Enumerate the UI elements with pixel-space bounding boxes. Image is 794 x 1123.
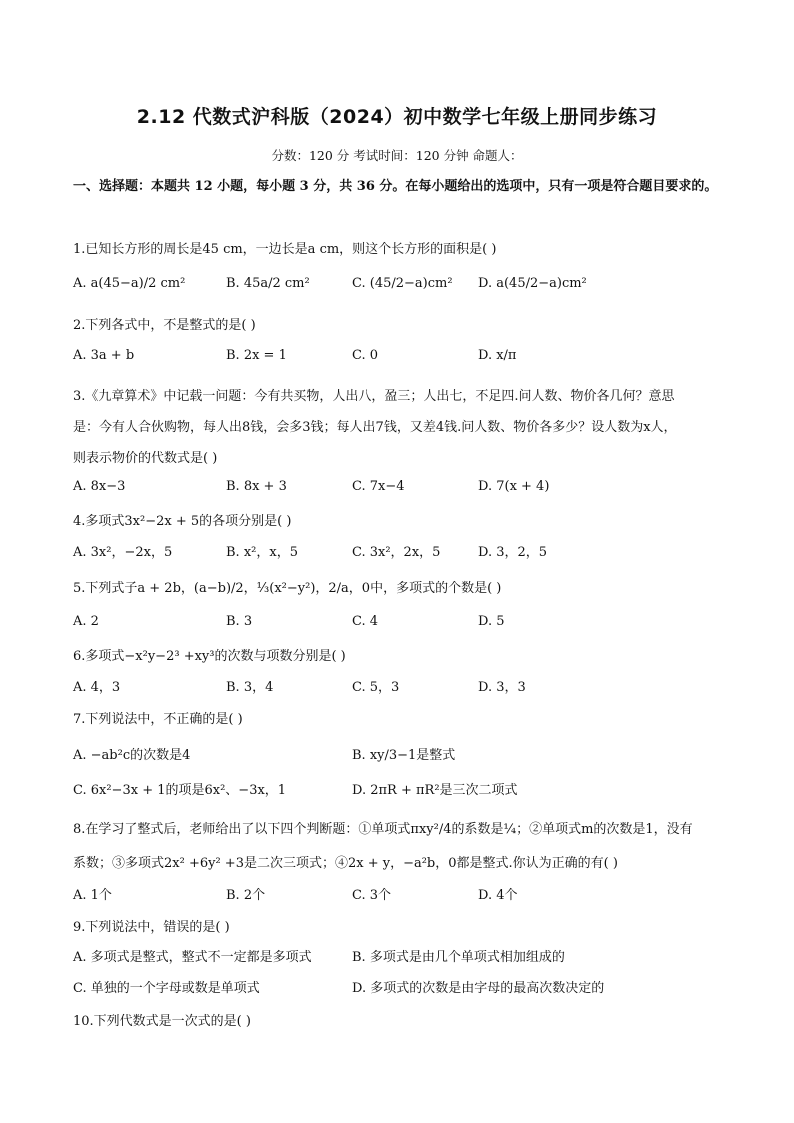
page-title: 2.12 代数式沪科版（2024）初中数学七年级上册同步练习 xyxy=(136,106,658,128)
question-9-option-a[interactable]: A. 多项式是整式，整式不一定都是多项式 xyxy=(73,950,312,965)
question-6-option-a[interactable]: A. 4，3 xyxy=(73,680,121,695)
question-7-option-d[interactable]: D. 2πR + πR²是三次二项式 xyxy=(352,783,518,798)
question-1-option-d[interactable]: D. a(45/2−a)cm² xyxy=(478,276,587,291)
question-8-option-a[interactable]: A. 1个 xyxy=(73,888,112,903)
question-9-option-c[interactable]: C. 单独的一个字母或数是单项式 xyxy=(73,981,260,996)
question-2-option-a[interactable]: A. 3a + b xyxy=(73,348,135,363)
question-1-option-c[interactable]: C. (45/2−a)cm² xyxy=(352,276,453,291)
question-5-option-d[interactable]: D. 5 xyxy=(478,614,505,629)
question-7-stem: 7.下列说法中，不正确的是( ) xyxy=(73,712,243,727)
question-8-option-c[interactable]: C. 3个 xyxy=(352,888,392,903)
question-3-line-3: 则表示物价的代数式是( ) xyxy=(73,451,218,466)
question-2-option-c[interactable]: C. 0 xyxy=(352,348,379,363)
question-9-option-d[interactable]: D. 多项式的次数是由字母的最高次数决定的 xyxy=(352,981,605,996)
question-1-option-a[interactable]: A. a(45−a)/2 cm² xyxy=(73,276,186,291)
question-6-option-c[interactable]: C. 5，3 xyxy=(352,680,400,695)
question-9-stem: 9.下列说法中，错误的是( ) xyxy=(73,920,230,935)
question-5-option-a[interactable]: A. 2 xyxy=(73,614,99,629)
question-1-option-b[interactable]: B. 45a/2 cm² xyxy=(226,276,310,291)
question-4-option-b[interactable]: B. x²，x，5 xyxy=(226,545,298,560)
question-8-option-b[interactable]: B. 2个 xyxy=(226,888,266,903)
question-4-option-a[interactable]: A. 3x²，−2x，5 xyxy=(73,545,173,560)
exam-info: 分数：120 分 考试时间：120 分钟 命题人： xyxy=(271,148,523,163)
question-2-option-d[interactable]: D. x/π xyxy=(478,348,517,363)
question-1-stem: 1.已知长方形的周长是45 cm，一边长是a cm，则这个长方形的面积是( ) xyxy=(73,242,497,257)
question-3-line-1: 3.《九章算术》中记载一问题：今有共买物，人出八，盈三；人出七，不足四.问人数、物价各几何？意思 xyxy=(73,389,675,404)
question-3-line-2: 是：今有人合伙购物，每人出8钱，会多3钱；每人出7钱，又差4钱.问人数、物价各多少？设人数为x人， xyxy=(73,420,677,435)
question-10-stem: 10.下列代数式是一次式的是( ) xyxy=(73,1014,251,1029)
question-7-option-a[interactable]: A. −ab²c的次数是4 xyxy=(73,748,191,763)
question-7-option-c[interactable]: C. 6x²−3x + 1的项是6x²、−3x，1 xyxy=(73,783,287,798)
question-4-option-d[interactable]: D. 3，2，5 xyxy=(478,545,548,560)
question-6-option-d[interactable]: D. 3，3 xyxy=(478,680,526,695)
question-6-option-b[interactable]: B. 3，4 xyxy=(226,680,274,695)
question-8-line-2: 系数；③多项式2x² +6y² +3是二次三项式；④2x + y，−a²b，0都是整式.你认为正确的有( ) xyxy=(73,856,618,871)
question-3-option-a[interactable]: A. 8x−3 xyxy=(73,479,126,494)
question-7-option-b[interactable]: B. xy/3−1是整式 xyxy=(352,748,456,763)
section-label: 一、选择题： xyxy=(73,179,152,194)
question-3-option-c[interactable]: C. 7x−4 xyxy=(352,479,405,494)
question-9-option-b[interactable]: B. 多项式是由几个单项式相加组成的 xyxy=(352,950,565,965)
question-5-option-c[interactable]: C. 4 xyxy=(352,614,379,629)
question-2-option-b[interactable]: B. 2x = 1 xyxy=(226,348,287,363)
section-heading xyxy=(73,172,723,202)
question-4-option-c[interactable]: C. 3x²，2x，5 xyxy=(352,545,441,560)
section-text: 本题共 12 小题，每小题 3 分，共 36 分。在每小题给出的选项中，只有一项是符合题目要求的。 xyxy=(151,179,718,194)
question-5-option-b[interactable]: B. 3 xyxy=(226,614,253,629)
question-8-option-d[interactable]: D. 4个 xyxy=(478,888,518,903)
question-3-option-d[interactable]: D. 7(x + 4) xyxy=(478,479,550,494)
question-3-option-b[interactable]: B. 8x + 3 xyxy=(226,479,287,494)
question-5-stem: 5.下列式子a + 2b，(a−b)/2，⅓(x²−y²)，2/a，0中，多项式的个数是( ) xyxy=(73,581,502,596)
question-8-line-1: 8.在学习了整式后，老师给出了以下四个判断题：①单项式πxy²/4的系数是¼；②单项式m的次数是1，没有 xyxy=(73,822,693,837)
question-6-stem: 6.多项式−x²y−2³ +xy³的次数与项数分别是( ) xyxy=(73,649,346,664)
question-2-stem: 2.下列各式中，不是整式的是( ) xyxy=(73,318,256,333)
question-4-stem: 4.多项式3x²−2x + 5的各项分别是( ) xyxy=(73,514,292,529)
